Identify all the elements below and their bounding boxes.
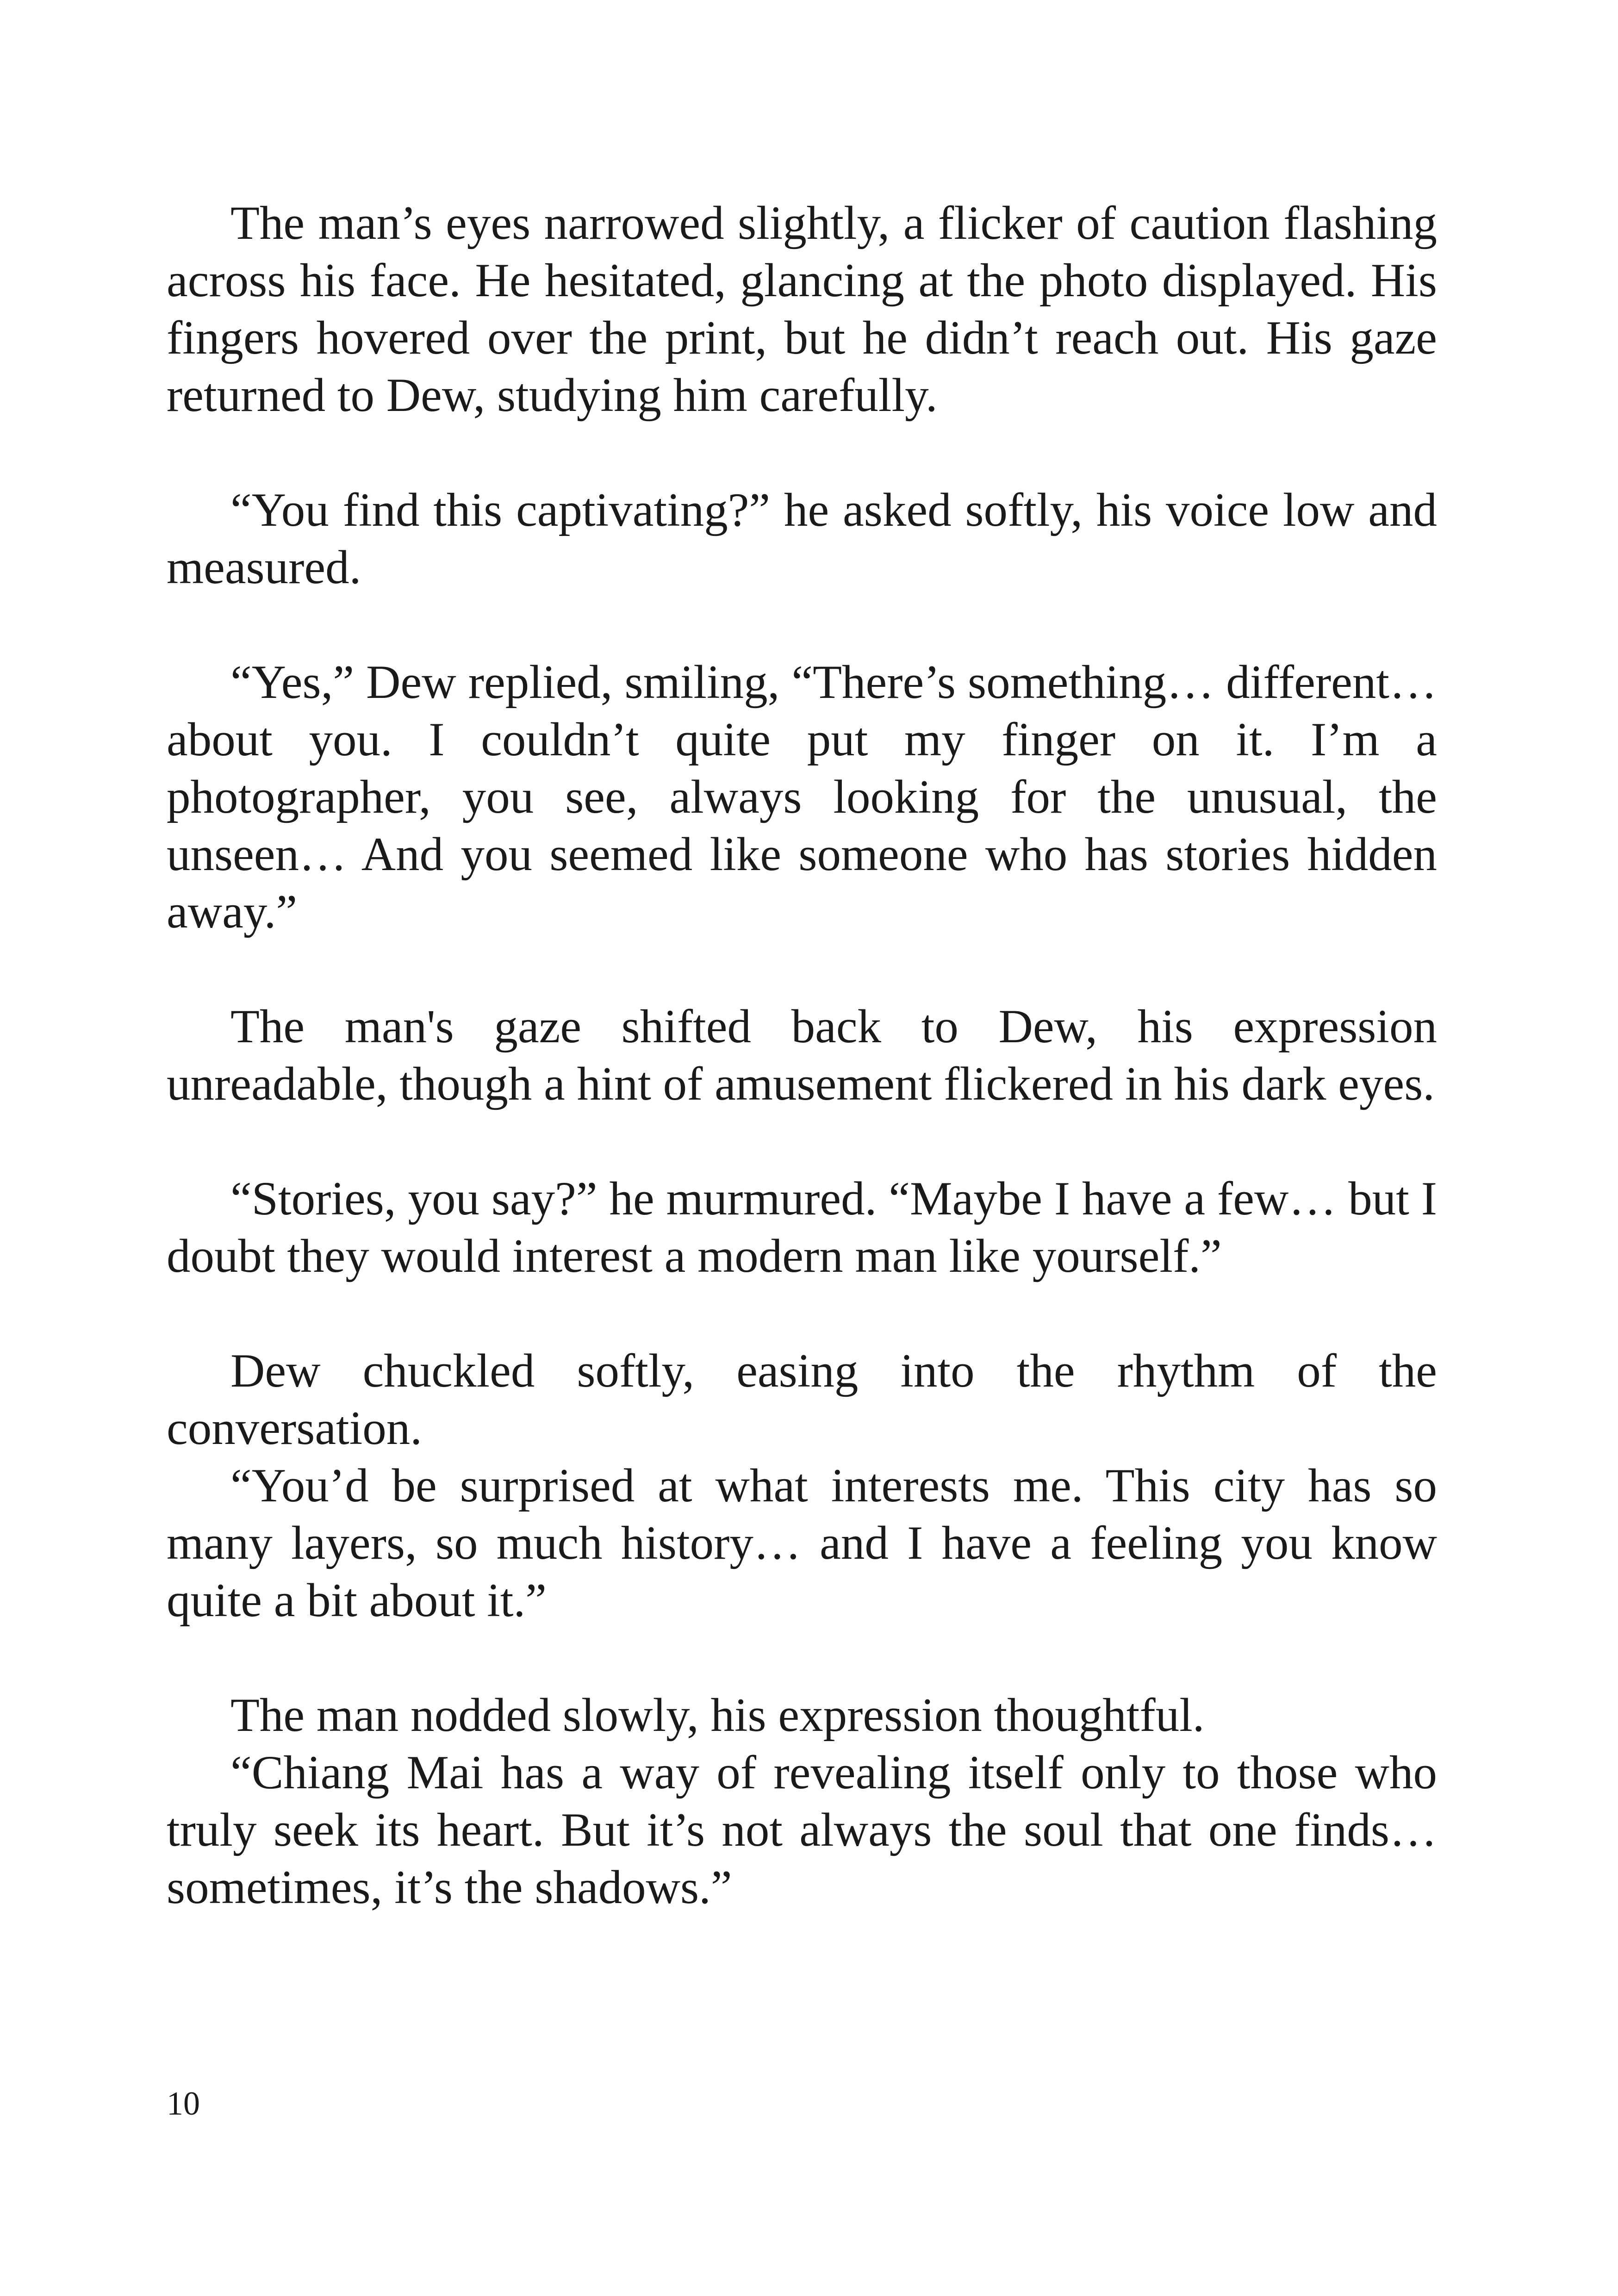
page-number: 10 — [167, 2085, 200, 2122]
paragraph: “Chiang Mai has a way of revealing itself only to those who truly seek its heart. But it’s not always the soul that one finds… sometimes, it’s the shadows.” — [167, 1746, 1437, 1914]
paragraph: The man's gaze shifted back to Dew, his expression unreadable, though a hint of amusement flickered in his dark eyes. — [167, 1000, 1437, 1110]
paragraph: “You’d be surprised at what interests me. This city has so many layers, so much history… and I have a feeling you know quite a bit about it.” — [167, 1459, 1437, 1627]
paragraph: “Stories, you say?” he murmured. “Maybe I have a few… but I doubt they would interest a modern man like yourself.” — [167, 1172, 1437, 1282]
paragraph: The man nodded slowly, his expression thoughtful. — [230, 1689, 1205, 1742]
paragraph: “Yes,” Dew replied, smiling, “There’s something… different… about you. I couldn’t quite put my finger on it. I’m a photographer, you see, always looking for the unusual, the unseen… And you seemed like someone who has stories hidden away.” — [167, 656, 1437, 938]
body-text — [167, 194, 1437, 1916]
paragraph: The man’s eyes narrowed slightly, a flicker of caution flashing across his face. He hesitated, glancing at the photo displayed. His fingers hovered over the print, but he didn’t reach out. His gaze returned to Dew, studying him carefully. — [167, 197, 1437, 422]
paragraph: Dew chuckled softly, easing into the rhythm of the conversation. — [167, 1344, 1437, 1455]
paragraph: “You find this captivating?” he asked softly, his voice low and measured. — [167, 484, 1437, 594]
